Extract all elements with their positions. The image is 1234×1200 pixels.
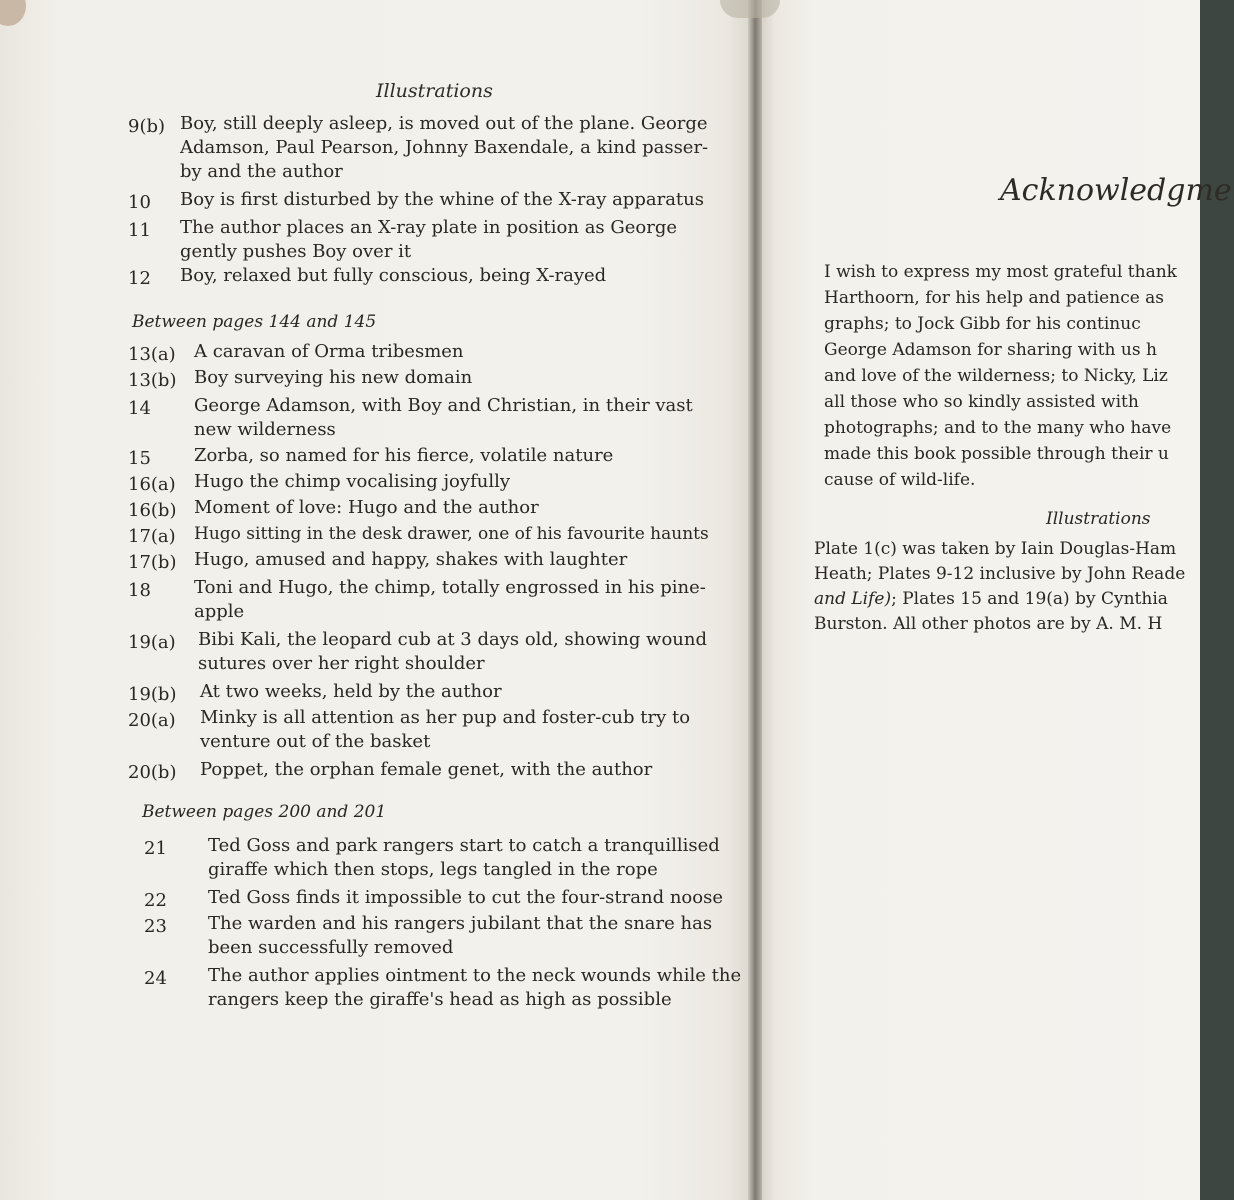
plate-number: 16(a) — [128, 474, 176, 495]
plate-number: 15 — [128, 448, 151, 469]
plate-caption: The author places an X-ray plate in position as George gently pushes Boy over it — [180, 217, 678, 262]
plate-number: 24 — [144, 968, 167, 989]
section-heading: Between pages 200 and 201 — [142, 802, 387, 822]
plate-caption: Ted Goss and park rangers start to catch a tranquillised giraffe which then stops, legs tangled in the rope — [208, 835, 720, 880]
plate-caption: Hugo, amused and happy, shakes with laughter — [194, 549, 628, 570]
photo-credits: Plate 1(c) was taken by Iain Douglas-Ham Heath; Plates 9-12 inclusive by John Reade and Life); Plates 15 and 19(a) by Cynthia Burston. All other photos are by A. M. H — [814, 539, 1186, 634]
plate-number: 13(a) — [128, 344, 176, 365]
plate-number: 12 — [128, 268, 151, 289]
plate-caption: Zorba, so named for his fierce, volatile nature — [194, 445, 614, 466]
plate-caption: At two weeks, held by the author — [200, 681, 502, 702]
section-heading: Between pages 144 and 145 — [132, 312, 377, 332]
plate-caption: Hugo sitting in the desk drawer, one of his favourite haunts — [194, 524, 709, 544]
plate-number: 19(a) — [128, 632, 176, 653]
plate-caption: Minky is all attention as her pup and foster-cub try to venture out of the basket — [200, 707, 691, 752]
plate-caption: Ted Goss finds it impossible to cut the four-strand noose — [208, 887, 723, 908]
plate-caption: Moment of love: Hugo and the author — [194, 497, 539, 518]
plate-caption: George Adamson, with Boy and Christian, in their vast new wilderness — [194, 395, 693, 440]
plate-number: 22 — [144, 890, 167, 911]
plate-caption: Hugo the chimp vocalising joyfully — [194, 471, 511, 492]
plate-number: 11 — [128, 220, 151, 241]
plate-caption: Toni and Hugo, the chimp, totally engrossed in his pine- apple — [194, 577, 706, 622]
plate-caption: Boy surveying his new domain — [194, 367, 473, 388]
subheading: Illustrations — [1046, 509, 1151, 529]
plate-number: 14 — [128, 398, 151, 419]
plate-number: 16(b) — [128, 500, 177, 521]
plate-number: 17(a) — [128, 526, 176, 547]
plate-number: 17(b) — [128, 552, 177, 573]
running-head: Illustrations — [376, 80, 493, 102]
plate-caption: Boy, relaxed but fully conscious, being X-rayed — [180, 265, 607, 286]
plate-caption: The author applies ointment to the neck wounds while the rangers keep the giraffe's head as high as possible — [208, 965, 742, 1010]
plate-caption: Bibi Kali, the leopard cub at 3 days old, showing wound sutures over her right shoulder — [198, 629, 708, 674]
plate-caption: Boy is first disturbed by the whine of the X-ray apparatus — [180, 189, 704, 210]
plate-number: 18 — [128, 580, 151, 601]
plate-number: 10 — [128, 192, 151, 213]
plate-number: 20(a) — [128, 710, 176, 731]
plate-number: 23 — [144, 916, 167, 937]
acknowledgment-paragraph: I wish to express my most grateful thank Harthoorn, for his help and patience as graphs; to Jock Gibb for his continuc George Adamson for sharing with us h and love of the wilderness; to Nicky, Liz all those who so kindly assisted with photographs; and to the many who have made this book possible through their u cause of wild-life. — [824, 262, 1177, 490]
plate-number: 9(b) — [128, 116, 166, 137]
plate-caption: Boy, still deeply asleep, is moved out of the plane. George Adamson, Paul Pearson, Johnny Baxendale, a kind passer- by and the author — [180, 113, 709, 182]
plate-caption: A caravan of Orma tribesmen — [194, 341, 464, 362]
plate-number: 20(b) — [128, 762, 177, 783]
plate-number: 21 — [144, 838, 167, 859]
page-edge-shadow — [720, 0, 780, 18]
illustrations-list — [128, 80, 742, 1040]
plate-number: 13(b) — [128, 370, 177, 391]
plate-caption: The warden and his rangers jubilant that the snare has been successfully removed — [208, 913, 713, 958]
page-title: Acknowledgme — [1000, 173, 1232, 208]
plate-number: 19(b) — [128, 684, 177, 705]
acknowledgments — [814, 165, 1234, 645]
plate-caption: Poppet, the orphan female genet, with the author — [200, 759, 653, 780]
